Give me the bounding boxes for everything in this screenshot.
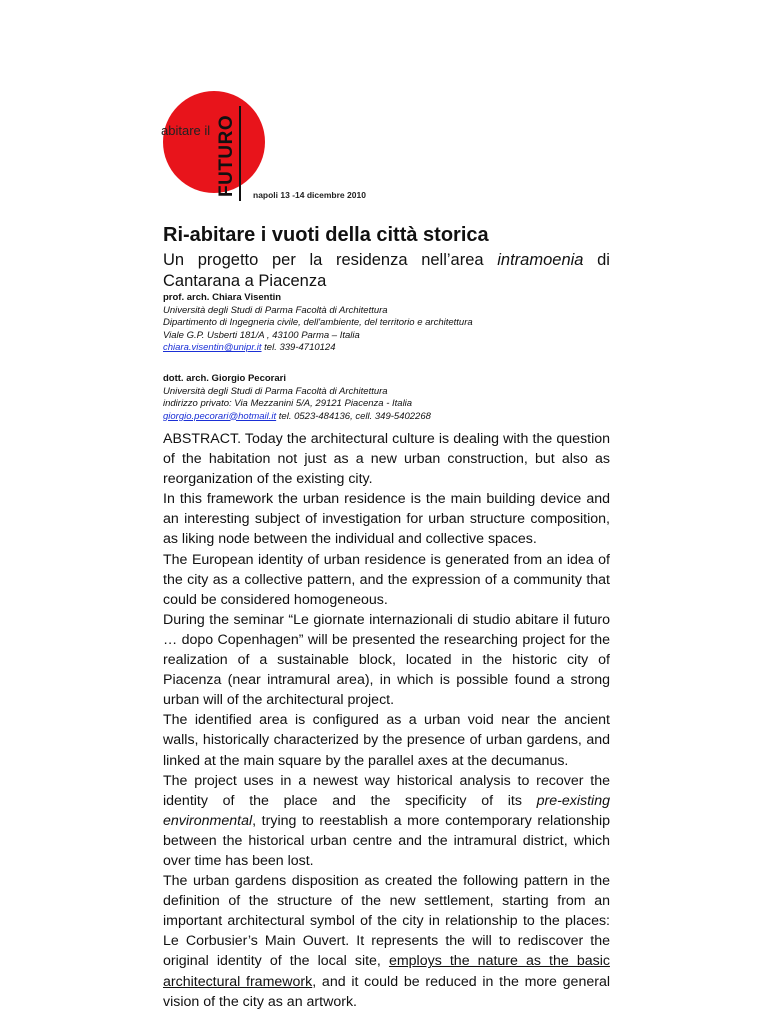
conference-logo <box>157 84 366 204</box>
abstract-italic-text: pre-existing environmental <box>163 792 610 829</box>
subtitle-part-2: di Cantarana a Piacenza <box>163 251 610 290</box>
author-affiliation: Università degli Studi di Parma Facoltà di Architettura <box>163 385 388 397</box>
abstract-paragraph: In this framework the urban residence is the main building device and an interesting subject of investigation for urban structure composition, as liking node between the individual and collective spaces. <box>163 491 610 548</box>
author-phone: tel. 0523-484136, cell. 349-5402268 <box>276 410 431 422</box>
paper-title: Ri-abitare i vuoti della città storica <box>163 224 489 246</box>
abstract-text: , trying to reestablish a more contemporary relationship between the historical urban centre and the intramural district, which over time has been lost. <box>163 812 610 869</box>
author-name: dott. arch. Giorgio Pecorari <box>163 373 286 384</box>
author-department: Dipartimento di Ingegneria civile, dell'ambiente, del territorio e architettura <box>163 317 473 328</box>
author-email-link[interactable]: chiara.visentin@unipr.it <box>163 342 262 353</box>
subtitle-italic: intramoenia <box>497 251 584 269</box>
subtitle-part-1: Un progetto per la residenza nell’area <box>163 251 498 269</box>
logo-main-text: FUTURO <box>216 114 237 197</box>
author-email-link[interactable]: giorgio.pecorari@hotmail.it <box>163 410 277 422</box>
author-block <box>163 292 473 355</box>
paper-subtitle <box>163 250 610 292</box>
author-contact-line <box>163 411 431 424</box>
author-block <box>163 373 431 423</box>
abstract-text: The project uses in a newest way historical analysis to recover the identity of the place and the specificity of its <box>163 772 610 809</box>
abstract-paragraph <box>163 871 610 1012</box>
abstract-text: , and it could be reduced in the more general vision of the city as an artwork. <box>163 973 610 1010</box>
author-affiliation: Università degli Studi di Parma Facoltà di Architettura <box>163 304 388 316</box>
abstract-underlined-text: employs the nature as the basic architectural framework <box>163 953 610 990</box>
logo-script-text: abitare il <box>161 123 211 138</box>
abstract-paragraph: The European identity of urban residence is generated from an idea of the city as a collective pattern, and the expression of a community that could be considered homogeneous. <box>163 551 610 608</box>
author-address: Viale G.P. Usberti 181/A , 43100 Parma – Italia <box>163 329 360 341</box>
abstract-paragraph: ABSTRACT. Today the architectural culture is dealing with the question of the habitation not just as a new urban construction, but also as reorganization of the existing city. <box>163 431 610 488</box>
red-circle-logo-mark <box>163 91 265 193</box>
author-address: indirizzo privato: Via Mezzanini 5/A, 29121 Piacenza - Italia <box>163 398 413 409</box>
author-name: prof. arch. Chiara Visentin <box>163 292 282 303</box>
abstract-body <box>163 429 610 1012</box>
abstract-paragraph: The identified area is configured as a urban void near the ancient walls, historically characterized by the presence of urban gardens, and linked at the main square by the parallel axes at the decumanus. <box>163 712 610 769</box>
abstract-paragraph: During the seminar “Le giornate internazionali di studio abitare il futuro … dopo Copenhagen” will be presented the researching project for the realization of a sustainable block, located in the historic city of Piacenza (near intramural area), in which is possible found a strong urban will of the architectural project. <box>163 611 610 709</box>
author-phone: tel. 339-4710124 <box>261 342 336 353</box>
logo-date: napoli 13 -14 dicembre 2010 <box>253 190 366 200</box>
abstract-text: The urban gardens disposition as created the following pattern in the definition of the structure of the new settlement, starting from an important architectural symbol of the city in relationship to the places: Le Corbusier’s Main Ouvert. It represents the will to rediscover the original identity of the local site, <box>163 873 610 970</box>
abstract-paragraph <box>163 771 610 871</box>
logo-stem-line <box>239 106 241 201</box>
author-contact-line <box>163 342 473 355</box>
